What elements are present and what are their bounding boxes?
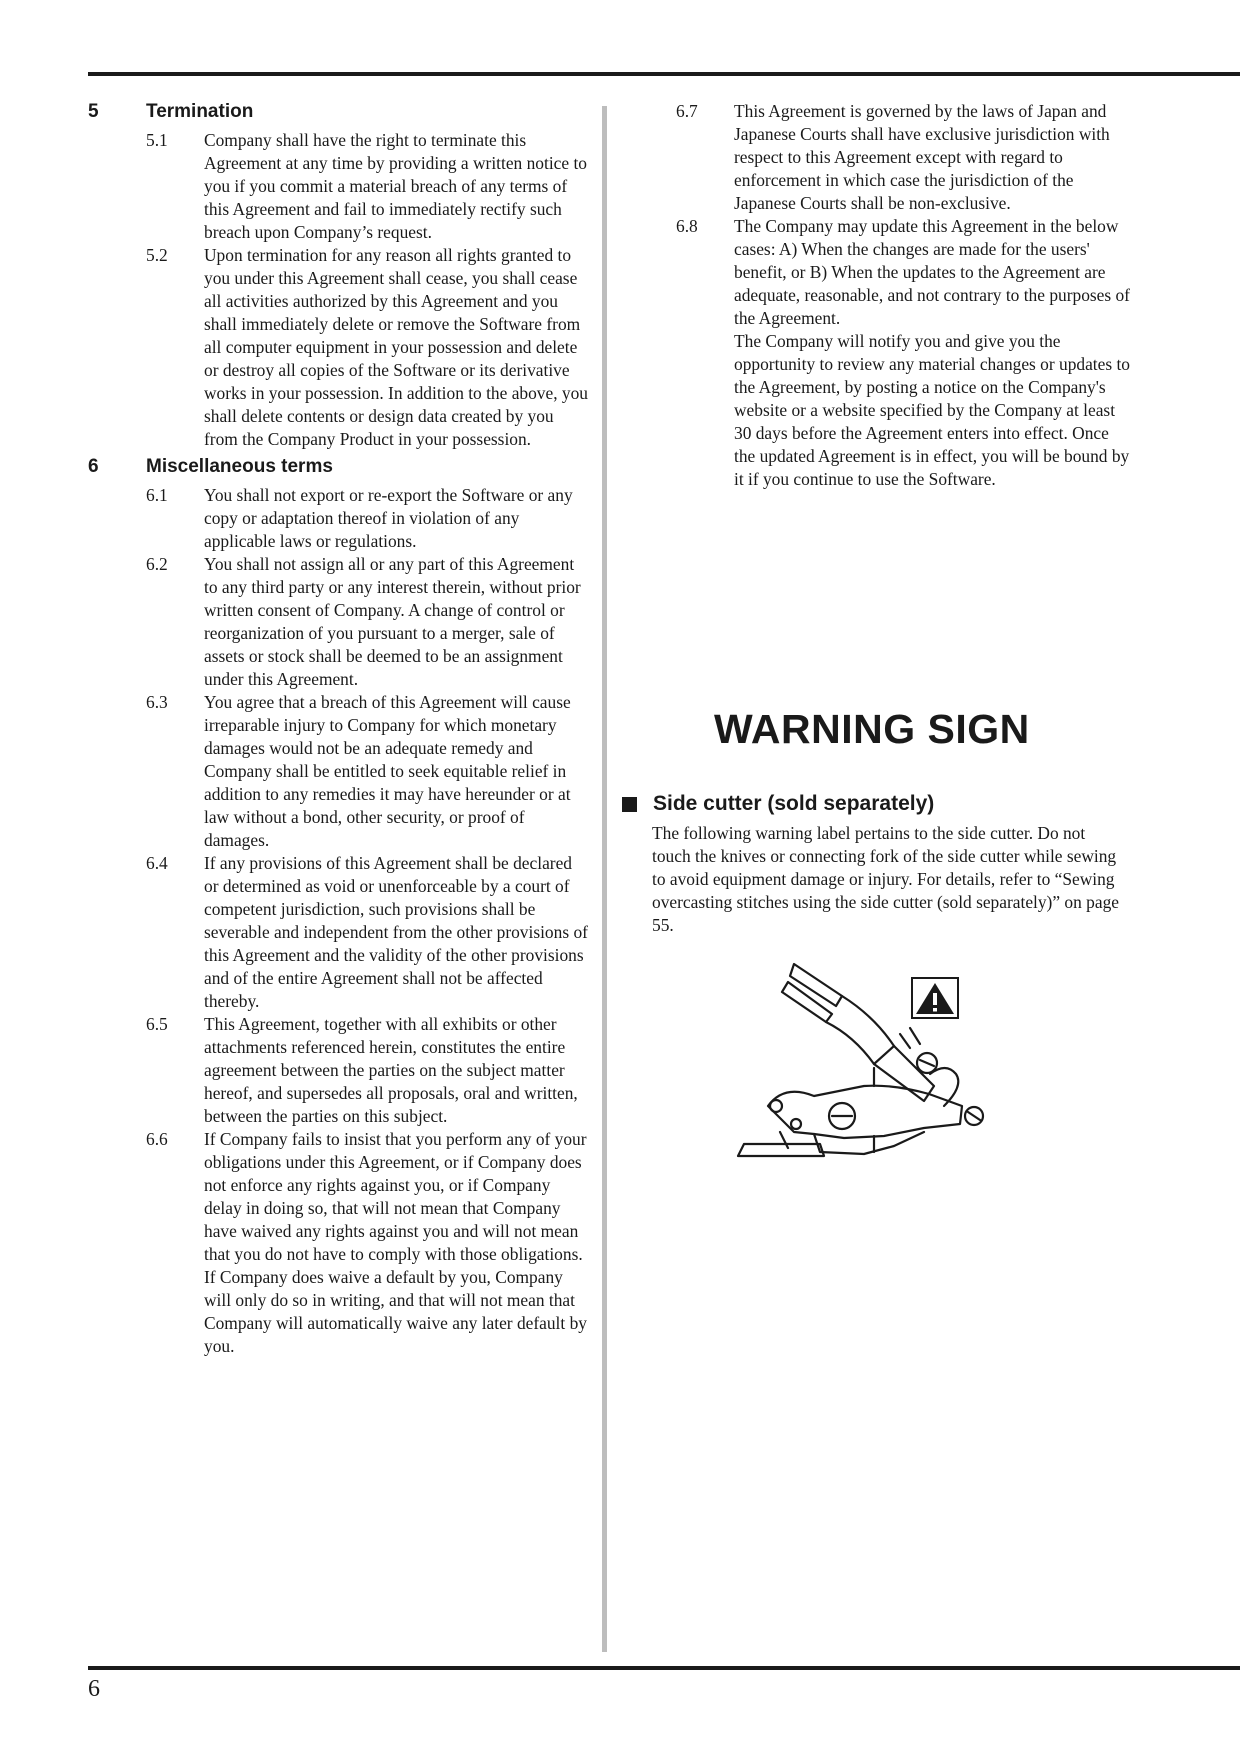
side-cutter-title: Side cutter (sold separately) — [653, 792, 935, 815]
right-column — [676, 100, 1134, 491]
section-termination — [88, 100, 588, 451]
clause-6-8 — [676, 215, 1134, 491]
clause-text: Company shall have the right to terminate this Agreement at any time by providing a written notice to you if you commit a material breach of any terms of this Agreement and fail to immediately rectify such breach upon Company’s request. — [204, 130, 587, 242]
clause-6-3 — [88, 691, 588, 852]
clause-text: If any provisions of this Agreement shall be declared or determined as void or unenforceable by a court of competent jurisdiction, such provisions shall be severable and independent from the other provisions of this Agreement and the validity of the other provisions and of the entire Agreement shall not be affected thereby. — [204, 853, 588, 1011]
clause-6-1 — [88, 484, 588, 553]
clause-number: 6.8 — [676, 216, 698, 236]
section-number: 6 — [88, 456, 99, 477]
clause-6-2 — [88, 553, 588, 691]
clause-number: 6.6 — [146, 1129, 168, 1149]
column-divider — [602, 106, 607, 1652]
side-cutter-illustration — [724, 956, 1024, 1168]
side-cutter-description: The following warning label pertains to the side cutter. Do not touch the knives or connecting fork of the side cutter while sewing to avoid equipment damage or injury. For details, refer to “Sewing overcasting stitches using the side cutter (sold separately)” on page 55. — [652, 823, 1119, 935]
clause-text: If Company fails to insist that you perform any of your obligations under this Agreement, or if Company does not enforce any rights against you, or if Company delay in doing so, that will not mean that Company have waived any rights against you and will not mean that you do not have to comply with those obligations. If Company does waive a default by you, Company will only do so in writing, and that will not mean that Company will automatically waive any later default by you. — [204, 1129, 587, 1356]
clause-6-6 — [88, 1128, 588, 1358]
clause-text: The Company may update this Agreement in the below cases: A) When the changes are made for the users' benefit, or B) When the updates to the Agreement are adequate, reasonable, and not contrary to the purposes of the Agreement. — [734, 216, 1130, 328]
clause-5-1 — [88, 129, 588, 244]
clause-6-5 — [88, 1013, 588, 1128]
warning-triangle-icon — [912, 978, 958, 1018]
clause-text-block — [734, 215, 1134, 491]
side-cutter-heading — [622, 792, 934, 816]
clause-text: Upon termination for any reason all rights granted to you under this Agreement shall cease, you shall cease all activities authorized by this Agreement and you shall immediately delete or remove the Software from all computer equipment in your possession and delete or destroy all copies of the Software or its derivative works in your possession. In addition to the above, you shall delete contents or design data created by you from the Company Product in your possession. — [204, 245, 589, 449]
left-column — [88, 100, 588, 1358]
clause-5-2 — [88, 244, 588, 451]
clause-text-continued: The Company will notify you and give you the opportunity to review any material changes or updates to the Agreement, by posting a notice on the Company's website or a website specified by the Company at least 30 days before the Agreement enters into effect. Once the updated Agreement is in effect, you will be bound by it if you continue to use the Software. — [734, 331, 1131, 489]
clause-number: 6.5 — [146, 1014, 168, 1034]
section-number: 5 — [88, 101, 99, 122]
section-heading — [88, 100, 588, 124]
clause-number: 5.1 — [146, 130, 168, 150]
clause-number: 6.3 — [146, 692, 168, 712]
clause-number: 6.7 — [676, 101, 698, 121]
clause-text: You shall not export or re-export the Software or any copy or adaptation thereof in violation of any applicable laws or regulations. — [204, 485, 573, 551]
clause-6-7 — [676, 100, 1134, 215]
top-rule — [88, 72, 1240, 76]
section-heading — [88, 455, 588, 479]
square-bullet-icon — [622, 797, 637, 812]
section-title: Termination — [146, 101, 254, 122]
section-title: Miscellaneous terms — [146, 456, 333, 477]
clause-number: 6.2 — [146, 554, 168, 574]
page-number: 6 — [88, 1676, 100, 1702]
clause-text: This Agreement, together with all exhibits or other attachments referenced herein, constitutes the entire agreement between the parties on the subject matter hereof, and supersedes all proposals, oral and written, between the parties on this subject. — [204, 1014, 578, 1126]
clause-text: You agree that a breach of this Agreement will cause irreparable injury to Company for which monetary damages would not be an adequate remedy and Company shall be entitled to seek equitable relief in addition to any remedies it may have hereunder or at law without a bond, other security, or proof of damages. — [204, 692, 571, 850]
warning-sign-title: WARNING SIGN — [714, 706, 1030, 752]
clause-6-4 — [88, 852, 588, 1013]
clause-number: 5.2 — [146, 245, 168, 265]
clause-text: This Agreement is governed by the laws of Japan and Japanese Courts shall have exclusive jurisdiction with respect to this Agreement except with regard to enforcement in which case the jurisdiction of the Japanese Courts shall be non-exclusive. — [734, 101, 1110, 213]
section-miscellaneous — [88, 455, 588, 1358]
clause-number: 6.4 — [146, 853, 168, 873]
clause-number: 6.1 — [146, 485, 168, 505]
clause-text: You shall not assign all or any part of this Agreement to any third party or any interest therein, without prior written consent of Company. A change of control or reorganization of you pursuant to a merger, sale of assets or stock shall be deemed to be an assignment under this Agreement. — [204, 554, 581, 689]
bottom-rule — [88, 1666, 1240, 1670]
